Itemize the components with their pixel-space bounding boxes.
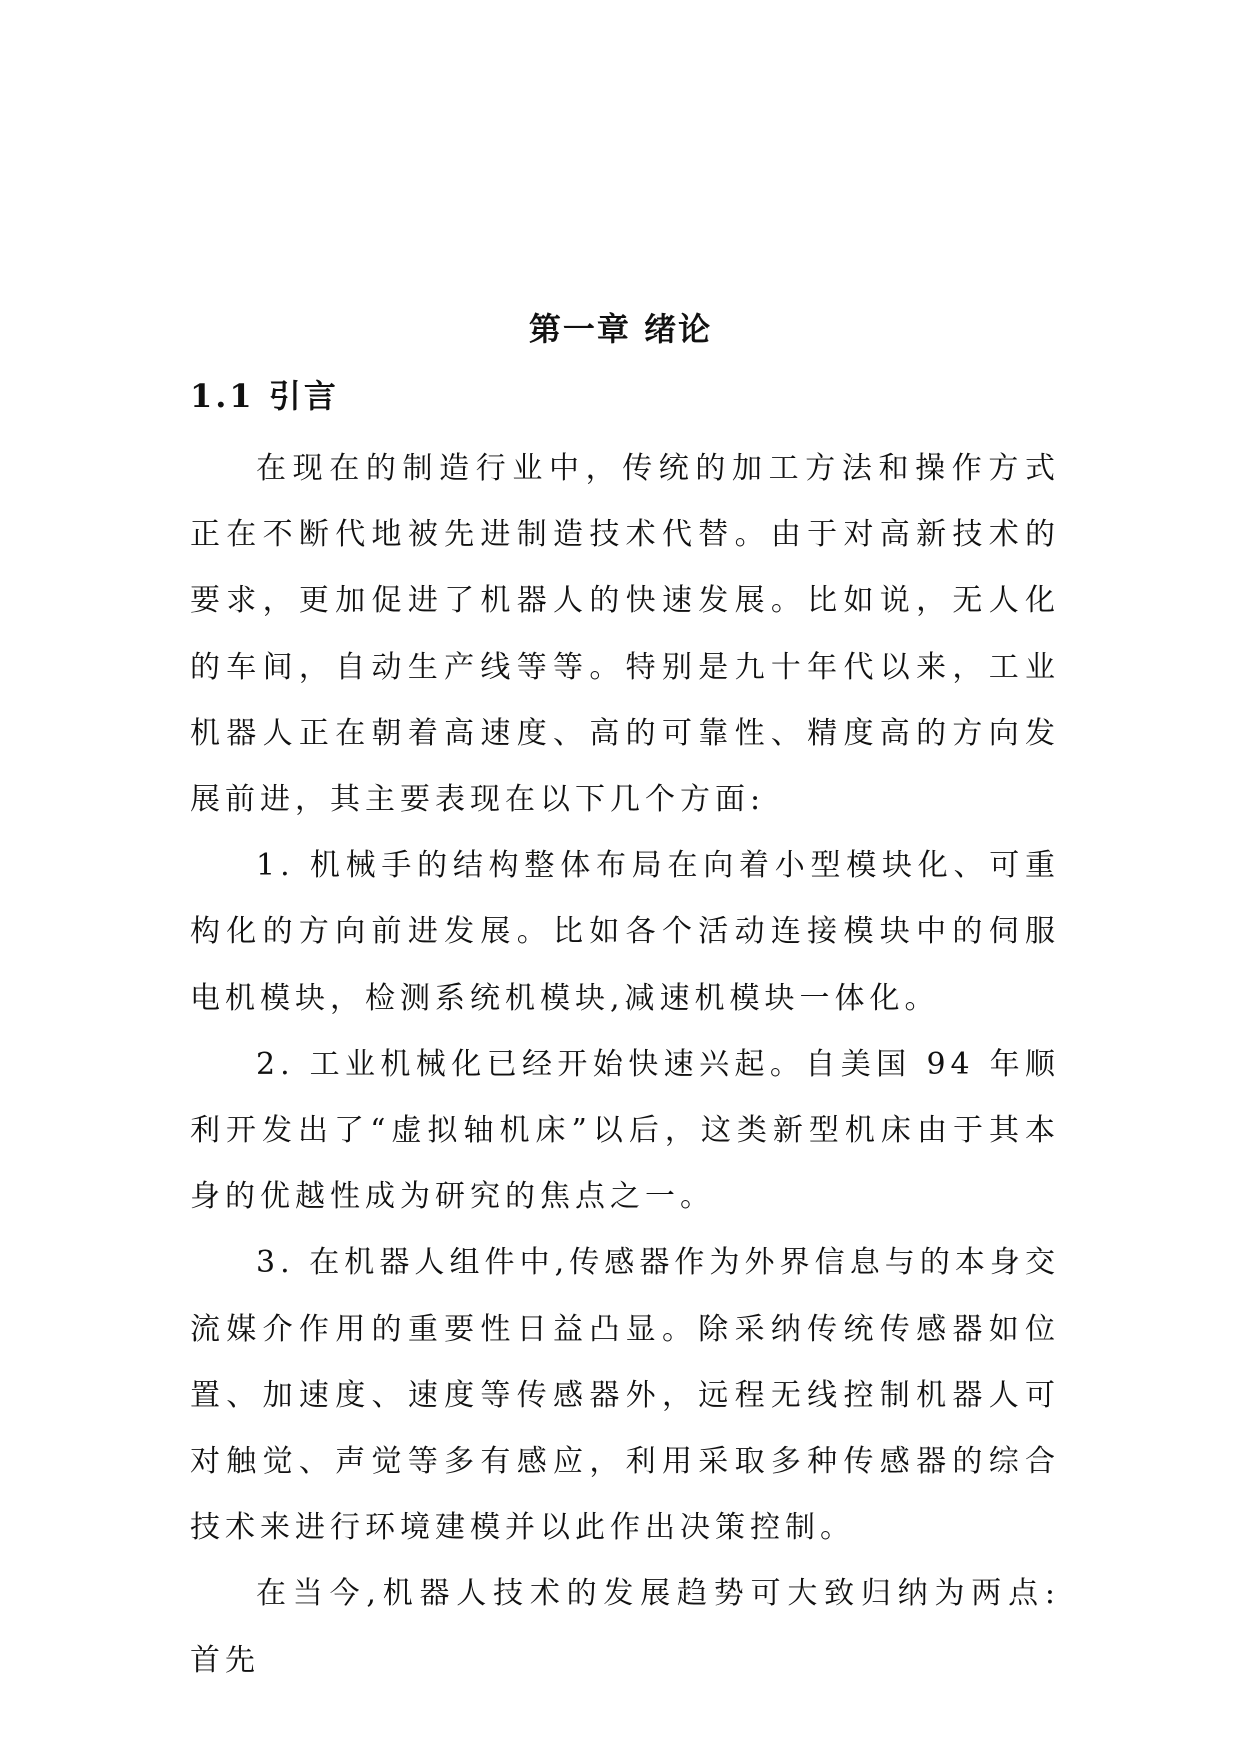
list-item-1: 1. 机械手的结构整体布局在向着小型模块化、可重构化的方向前进发展。比如各个活动连接模块中的伺服电机模块，检测系统机模块,减速机模块一体化。: [190, 848, 1060, 1016]
section-heading: 1.1 引言: [190, 377, 339, 415]
intro-paragraph: 在现在的制造行业中，传统的加工方法和操作方式正在不断代地被先进制造技术代替。由于对高新技术的要求，更加促进了机器人的快速发展。比如说，无人化的车间，自动生产线等等。特别是九十年代以来，工业机器人正在朝着高速度、高的可靠性、精度高的方向发展前进，其主要表现在以下几个方面:: [190, 451, 1060, 818]
list-item-2: 2. 工业机械化已经开始快速兴起。自美国 94 年顺利开发出了“虚拟轴机床”以后，这类新型机床由于其本身的优越性成为研究的焦点之一。: [190, 1046, 1060, 1215]
chapter-title: 第一章 绪论: [528, 310, 713, 348]
list-item-3: 3. 在机器人组件中,传感器作为外界信息与的本身交流媒介作用的重要性日益凸显。除采纳传统传感器如位置、加速度、速度等传感器外，远程无线控制机器人可对触觉、声觉等多有感应，利用采取多种传感器的综合技术来进行环境建模并以此作出决策控制。: [190, 1245, 1060, 1546]
closing-paragraph: 在当今,机器人技术的发展趋势可大致归纳为两点: 首先: [190, 1576, 1060, 1678]
body-text: [190, 436, 1060, 1694]
